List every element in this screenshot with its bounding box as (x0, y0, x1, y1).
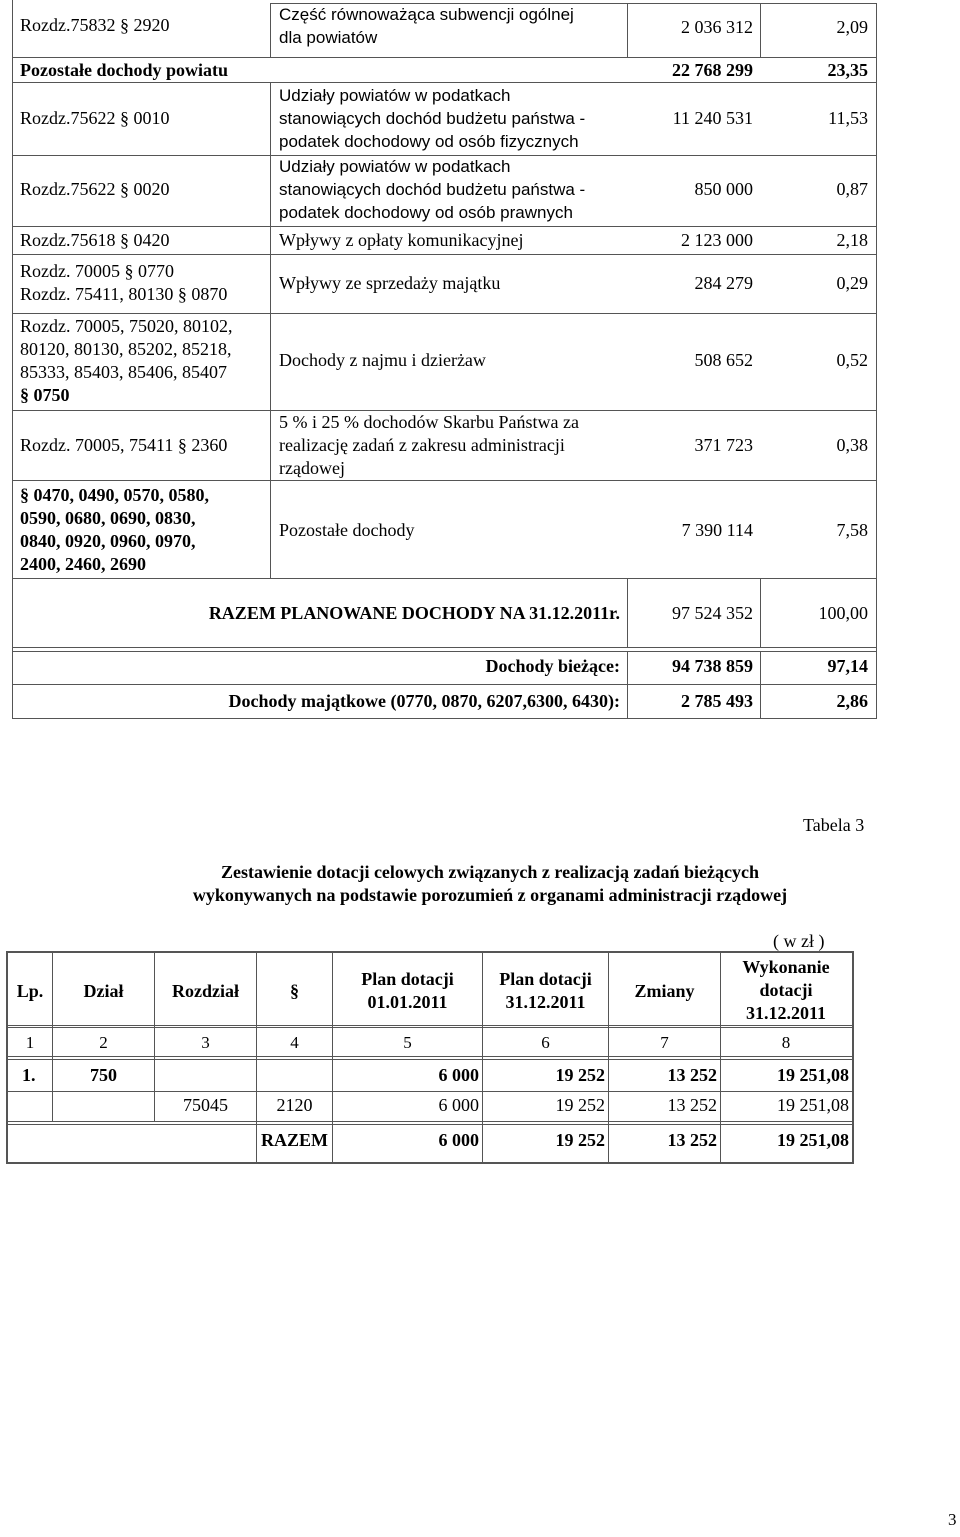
percent-cell: 0,38 (836, 435, 868, 455)
col-header-lp: Lp. (16, 981, 44, 1001)
row-dzial: 750 (90, 1065, 117, 1085)
row-plan-start: 6 000 (438, 1065, 479, 1085)
percent-cell: 0,87 (836, 179, 868, 199)
row-changes: 13 252 (667, 1065, 717, 1085)
section-code: Rozdz.75832 § 2920 (20, 15, 170, 35)
amount-cell: 508 652 (694, 350, 753, 370)
amount-cell: 2 036 312 (681, 17, 753, 37)
income-description: Część równoważąca subwencji ogólnej dla powiatów (279, 5, 574, 47)
column-number: 3 (201, 1033, 210, 1052)
percent-cell: 7,58 (836, 520, 868, 540)
current-income-amount: 94 738 859 (672, 656, 753, 676)
table-tag: Tabela 3 (803, 815, 865, 835)
page-number: 3 (948, 1510, 957, 1529)
percent-cell: 11,53 (828, 108, 868, 128)
column-number: 7 (660, 1033, 669, 1052)
col-header-paragraph: § (290, 981, 299, 1001)
total-label: RAZEM PLANOWANE DOCHODY NA 31.12.2011r. (208, 603, 620, 623)
property-income-label: Dochody majątkowe (0770, 0870, 6207,6300, 6430): (228, 691, 620, 711)
total-execution: 19 251,08 (777, 1130, 849, 1150)
table-title: Zestawienie dotacji celowych związanych z realizacją zadań bieżących wykonywanych na podstawie porozumień z organami administracji rządowej (192, 862, 788, 905)
row-plan-end: 19 252 (555, 1065, 605, 1085)
col-header-execution: Wykonanie dotacji 31.12.2011 (742, 957, 830, 1023)
unit-label: ( w zł ) (773, 931, 825, 951)
col-header-dzial: Dział (83, 981, 124, 1001)
total-label: RAZEM (261, 1130, 328, 1150)
income-description: 5 % i 25 % dochodów Skarbu Państwa za realizację zadań z zakresu administracji rządowej (279, 412, 579, 478)
col-header-plan-end: Plan dotacji 31.12.2011 (499, 969, 592, 1012)
column-number: 1 (25, 1033, 35, 1052)
income-description: Dochody z najmu i dzierżaw (279, 350, 486, 370)
income-description: Udziały powiatów w podatkach stanowiących dochód budżetu państwa - podatek dochodowy od osób prawnych (279, 157, 586, 222)
column-number: 6 (541, 1033, 550, 1052)
section-heading: Pozostałe dochody powiatu (20, 60, 229, 80)
row-rozdzial: 75045 (183, 1095, 228, 1115)
row-paragraph: 2120 (276, 1095, 313, 1115)
amount-cell: 284 279 (694, 273, 753, 293)
current-income-label: Dochody bieżące: (485, 656, 620, 676)
current-income-percent: 97,14 (827, 656, 868, 676)
total-percent: 100,00 (818, 603, 868, 623)
column-number: 2 (99, 1033, 108, 1052)
amount-cell: 22 768 299 (672, 60, 753, 80)
row-plan-end: 19 252 (555, 1095, 605, 1115)
amount-cell: 371 723 (694, 435, 753, 455)
column-number: 5 (403, 1033, 412, 1052)
section-code: § 0470, 0490, 0570, 0580, 0590, 0680, 0690, 0830, 0840, 0920, 0960, 0970, 2400, 2460, 2690 (20, 485, 209, 574)
row-lp: 1. (22, 1065, 36, 1085)
amount-cell: 2 123 000 (681, 230, 753, 250)
section-code: Rozdz.75618 § 0420 (20, 230, 170, 250)
section-code: Rozdz.75622 § 0020 (20, 179, 170, 199)
column-number: 4 (290, 1033, 299, 1052)
column-number: 8 (781, 1033, 791, 1052)
income-description: Udziały powiatów w podatkach stanowiących dochód budżetu państwa - podatek dochodowy od osób fizycznych (279, 86, 586, 151)
total-amount: 97 524 352 (672, 603, 753, 623)
percent-cell: 2,18 (836, 230, 868, 250)
section-code: Rozdz.75622 § 0010 (20, 108, 170, 128)
col-header-rozdzial: Rozdział (172, 981, 239, 1001)
property-income-amount: 2 785 493 (681, 691, 753, 711)
percent-cell: 0,29 (836, 273, 868, 293)
property-income-percent: 2,86 (836, 691, 868, 711)
income-description: Wpływy z opłaty komunikacyjnej (279, 230, 524, 250)
col-header-plan-start: Plan dotacji 01.01.2011 (361, 969, 454, 1012)
amount-cell: 11 240 531 (672, 108, 753, 128)
row-execution: 19 251,08 (777, 1095, 849, 1115)
row-changes: 13 252 (667, 1095, 717, 1115)
section-code: Rozdz. 70005 § 0770 Rozdz. 75411, 80130 § 0870 (20, 261, 228, 304)
percent-cell: 2,09 (836, 17, 868, 37)
total-changes: 13 252 (667, 1130, 717, 1150)
section-code: Rozdz. 70005, 75020, 80102, 80120, 80130, 85202, 85218, 85333, 85403, 85406, 85407 § 0750 (20, 316, 233, 405)
amount-cell: 7 390 114 (681, 520, 753, 540)
row-plan-start: 6 000 (438, 1095, 479, 1115)
income-description: Pozostałe dochody (279, 520, 415, 540)
row-execution: 19 251,08 (777, 1065, 849, 1085)
total-plan-start: 6 000 (438, 1130, 479, 1150)
section-code: Rozdz. 70005, 75411 § 2360 (20, 435, 228, 455)
amount-cell: 850 000 (694, 179, 753, 199)
percent-cell: 0,52 (836, 350, 868, 370)
income-description: Wpływy ze sprzedaży majątku (279, 273, 501, 293)
percent-cell: 23,35 (827, 60, 868, 80)
col-header-changes: Zmiany (634, 981, 695, 1001)
total-plan-end: 19 252 (555, 1130, 605, 1150)
